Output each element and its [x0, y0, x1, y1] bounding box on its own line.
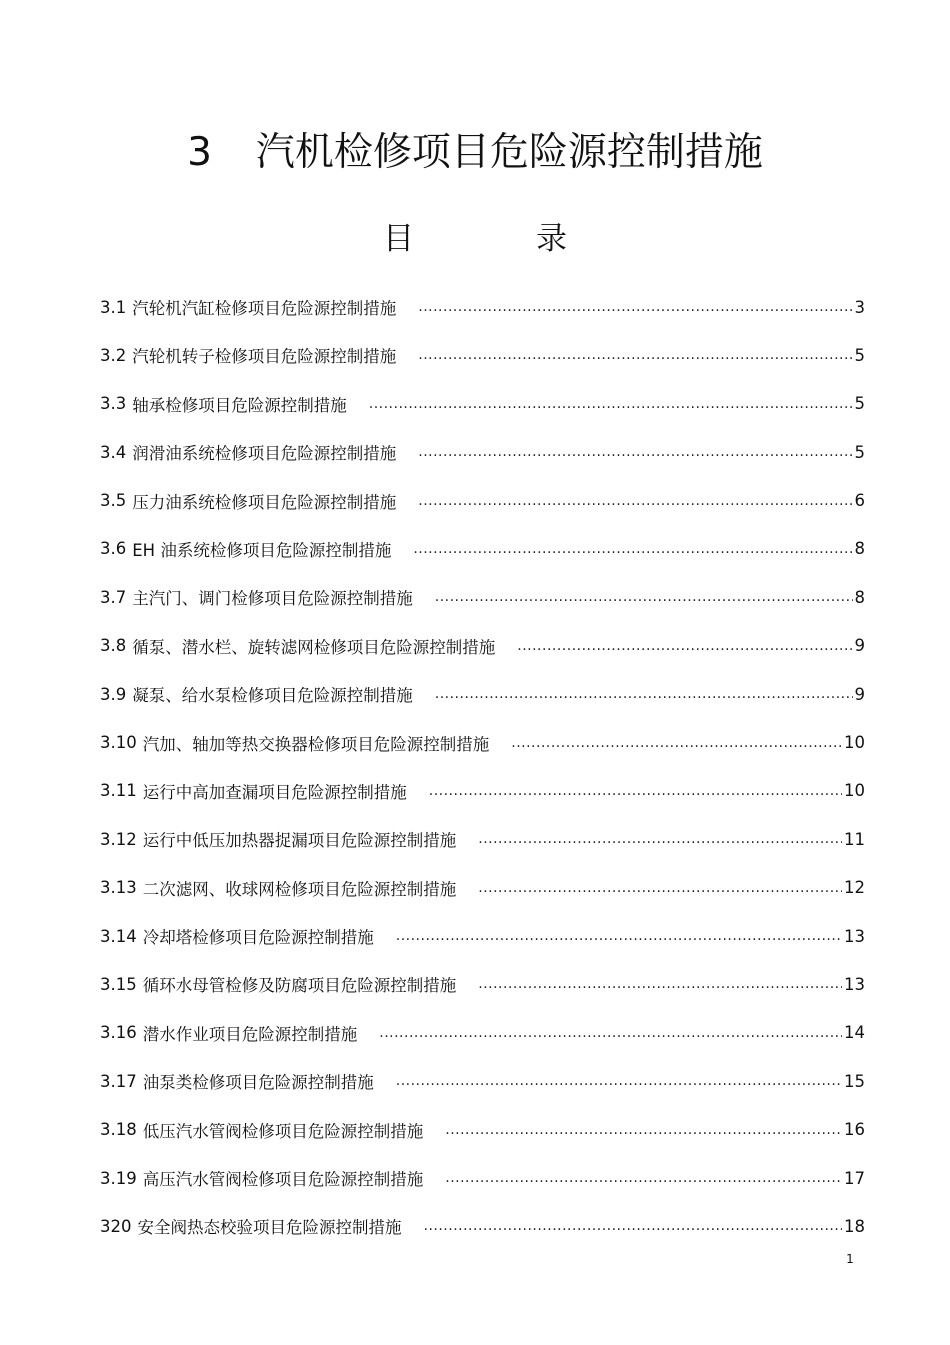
- toc-entry[interactable]: [100, 677, 865, 711]
- toc-entry[interactable]: [100, 1161, 865, 1195]
- toc-entry-page: 15: [844, 1071, 865, 1091]
- toc-entry[interactable]: [100, 290, 865, 324]
- toc-entry-page: 17: [844, 1168, 865, 1188]
- toc-entry-number: 3.3: [100, 394, 127, 414]
- toc-entry-page: 11: [844, 829, 865, 849]
- toc-entry[interactable]: [100, 871, 865, 905]
- toc-entry-number: 3.19: [100, 1168, 137, 1188]
- toc-entry-page: 12: [844, 878, 865, 898]
- toc-entry-page: 9: [854, 636, 865, 656]
- toc-dot-leader: [511, 735, 842, 751]
- toc-dot-leader: [418, 493, 852, 509]
- toc-entry-page: 14: [844, 1023, 865, 1043]
- toc-entry-page: 5: [854, 345, 865, 365]
- toc-dot-leader: [413, 541, 852, 557]
- toc-entry-number: 3.11: [100, 781, 137, 801]
- toc-dot-leader: [418, 347, 852, 363]
- toc-entry-label: 冷却塔检修项目危险源控制措施: [142, 928, 374, 948]
- toc-entry-page: 10: [844, 733, 865, 753]
- toc-entry-page: 5: [854, 442, 865, 462]
- toc-dot-leader: [478, 976, 842, 992]
- toc-dot-leader: [369, 396, 853, 412]
- toc-entry-page: 10: [844, 781, 865, 801]
- toc-entry-number: 3.16: [100, 1023, 137, 1043]
- toc-dot-leader: [435, 686, 853, 702]
- toc-entry[interactable]: [100, 580, 865, 614]
- toc-dot-leader: [435, 589, 853, 605]
- toc-entry-label: 循环水母管检修及防腐项目危险源控制措施: [142, 976, 457, 996]
- toc-dot-leader: [396, 1073, 842, 1089]
- toc-entry-label: 安全阀热态校验项目危险源控制措施: [137, 1218, 402, 1238]
- table-of-contents: [100, 290, 865, 1258]
- toc-heading-right: 录: [536, 221, 567, 257]
- toc-entry-number: 3.13: [100, 878, 137, 898]
- toc-entry[interactable]: [100, 435, 865, 469]
- toc-entry-label: 运行中低压加热器捉漏项目危险源控制措施: [142, 831, 457, 851]
- toc-dot-leader: [418, 444, 852, 460]
- toc-entry-label: 低压汽水管阀检修项目危险源控制措施: [142, 1121, 424, 1141]
- toc-entry[interactable]: [100, 532, 865, 566]
- toc-entry[interactable]: [100, 919, 865, 953]
- toc-entry[interactable]: [100, 726, 865, 760]
- toc-entry-number: 3.9: [100, 684, 127, 704]
- toc-entry-label: 主汽门、调门检修项目危险源控制措施: [132, 589, 413, 609]
- toc-entry-label: EH 油系统检修项目危险源控制措施: [132, 540, 392, 560]
- toc-dot-leader: [396, 928, 842, 944]
- toc-entry-label: 汽轮机汽缸检修项目危险源控制措施: [132, 299, 397, 318]
- toc-entry-number: 3.5: [100, 491, 127, 511]
- toc-entry[interactable]: [100, 1064, 865, 1098]
- toc-entry-page: 13: [844, 926, 865, 946]
- toc-entry[interactable]: [100, 629, 865, 663]
- toc-entry-page: 3: [854, 297, 865, 317]
- toc-dot-leader: [478, 831, 842, 847]
- toc-entry-label: 循泵、潜水栏、旋转滤网检修项目危险源控制措施: [132, 637, 496, 657]
- toc-entry-label: 压力油系统检修项目危险源控制措施: [132, 492, 397, 512]
- toc-dot-leader: [418, 299, 852, 315]
- toc-dot-leader: [424, 1218, 843, 1234]
- toc-heading-left: 目: [383, 221, 414, 257]
- toc-entry[interactable]: [100, 387, 865, 421]
- toc-entry-number: 3.6: [100, 539, 127, 559]
- chapter-title: 汽机检修项目危险源控制措施: [255, 130, 763, 175]
- toc-entry-label: 运行中高加查漏项目危险源控制措施: [142, 782, 407, 802]
- toc-heading: [0, 218, 950, 260]
- toc-entry-number: 3.14: [100, 926, 137, 946]
- toc-entry-number: 3.15: [100, 974, 137, 994]
- toc-dot-leader: [517, 638, 852, 654]
- toc-entry[interactable]: [100, 1113, 865, 1147]
- toc-entry-label: 二次滤网、收球网检修项目危险源控制措施: [142, 879, 457, 899]
- toc-entry-number: 3.7: [100, 587, 127, 607]
- toc-entry-number: 320: [100, 1216, 132, 1236]
- toc-entry-number: 3.18: [100, 1120, 137, 1140]
- toc-entry-page: 8: [854, 587, 865, 607]
- toc-entry-label: 潜水作业项目危险源控制措施: [142, 1024, 358, 1044]
- toc-entry-page: 16: [844, 1120, 865, 1140]
- toc-entry-number: 3.8: [100, 636, 127, 656]
- toc-entry-number: 3.17: [100, 1071, 137, 1091]
- toc-entry[interactable]: [100, 967, 865, 1001]
- toc-entry-page: 8: [854, 539, 865, 559]
- toc-entry[interactable]: [100, 1209, 865, 1243]
- toc-entry-label: 高压汽水管阀检修项目危险源控制措施: [142, 1170, 424, 1190]
- document-title: [0, 128, 950, 178]
- toc-entry-number: 3.4: [100, 442, 127, 462]
- toc-entry-page: 13: [844, 974, 865, 994]
- toc-entry-number: 3.1: [100, 297, 127, 317]
- toc-entry[interactable]: [100, 774, 865, 808]
- toc-entry-page: 6: [854, 491, 865, 511]
- toc-entry[interactable]: [100, 338, 865, 372]
- toc-entry-page: 18: [844, 1216, 865, 1236]
- toc-dot-leader: [379, 1025, 842, 1041]
- toc-entry[interactable]: [100, 484, 865, 518]
- toc-dot-leader: [445, 1122, 842, 1138]
- toc-entry-label: 润滑油系统检修项目危险源控制措施: [132, 444, 397, 464]
- toc-entry-label: 凝泵、给水泵检修项目危险源控制措施: [132, 686, 413, 706]
- chapter-number: 3: [187, 130, 212, 175]
- toc-entry[interactable]: [100, 822, 865, 856]
- toc-entry-number: 3.2: [100, 345, 127, 365]
- toc-entry-label: 汽加、轴加等热交换器检修项目危险源控制措施: [142, 734, 490, 754]
- toc-dot-leader: [429, 783, 842, 799]
- toc-dot-leader: [445, 1170, 842, 1186]
- toc-entry-page: 9: [854, 684, 865, 704]
- toc-entry-label: 油泵类检修项目危险源控制措施: [142, 1073, 374, 1093]
- toc-entry-label: 汽轮机转子检修项目危险源控制措施: [132, 347, 397, 367]
- toc-entry[interactable]: [100, 1016, 865, 1050]
- toc-entry-number: 3.12: [100, 829, 137, 849]
- toc-entry-page: 5: [854, 394, 865, 414]
- page-number: 1: [846, 1252, 854, 1266]
- toc-entry-label: 轴承检修项目危险源控制措施: [132, 395, 347, 415]
- toc-entry-number: 3.10: [100, 733, 137, 753]
- toc-dot-leader: [478, 880, 842, 896]
